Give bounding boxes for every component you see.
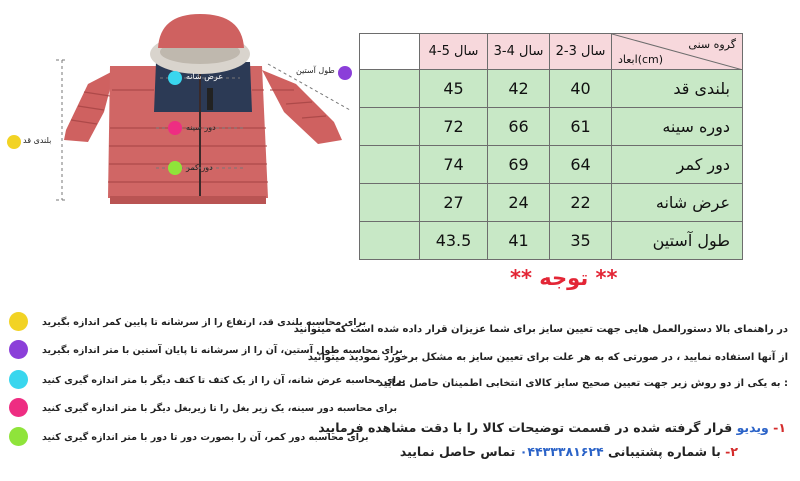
column-header: 4-5 سال: [420, 34, 488, 70]
table-cell: 64: [550, 146, 612, 184]
legend-text: برای محاسبه دور سینه، یک زیر بغل را تا زیربغل دیگر با متر اندازه گیری کنید: [42, 403, 398, 414]
empty-cell: [360, 222, 420, 260]
column-header: 3-4 سال: [488, 34, 550, 70]
empty-cell: [360, 108, 420, 146]
shoulder-dot: [168, 71, 182, 85]
notice-line: از آنها استفاده نمایید ، در صورتی که به هر علت برای تعیین سایز به مشکل برخورد نمودید میتوانید: [307, 352, 788, 363]
step-2-text-a: با شماره پشتیبانی: [608, 444, 721, 459]
table-cell: 61: [550, 108, 612, 146]
legend-text: برای محاسبه بلندی قد، ارتفاع را از سرشانه تا پایین کمر اندازه بگیرید: [42, 317, 367, 328]
empty-cell: [360, 146, 420, 184]
table-cell: 43.5: [420, 222, 488, 260]
legend-cyan-dot: [9, 370, 28, 389]
table-row: [360, 184, 743, 222]
chest-label: دور سینه: [186, 123, 216, 132]
size-table: [359, 33, 743, 260]
step-2-number: ۲-: [725, 444, 738, 459]
legend-yellow-dot: [9, 312, 28, 331]
step-1-text: قرار گرفته شده در قسمت توضیحات کالا را با دقت مشاهده فرمایید: [318, 420, 733, 435]
table-cell: 66: [488, 108, 550, 146]
empty-header-cell: [360, 34, 420, 70]
waist-label: دور کمر: [186, 163, 213, 172]
step-2: [400, 444, 738, 459]
notice-title: ** توجه **: [510, 266, 618, 290]
row-label: طول آستین: [612, 222, 743, 260]
step-2-text-b: تماس حاصل نمایید: [399, 444, 516, 459]
table-row: [360, 108, 743, 146]
table-header-row: [360, 34, 743, 70]
age-group-label: گروه سنی: [688, 38, 736, 51]
jacket-illustration: [0, 0, 360, 260]
table-cell: 40: [550, 70, 612, 108]
table-cell: 72: [420, 108, 488, 146]
table-cell: 41: [488, 222, 550, 260]
table-row: [360, 222, 743, 260]
row-label: عرض شانه: [612, 184, 743, 222]
table-row: [360, 70, 743, 108]
row-label: دور کمر: [612, 146, 743, 184]
support-phone[interactable]: ۰۴۴۳۳۳۸۱۶۲۴: [519, 444, 604, 459]
table-cell: 69: [488, 146, 550, 184]
height-label: بلندی قد: [23, 136, 52, 145]
step-1-number: ۱-: [773, 420, 786, 435]
row-label: دوره سینه: [612, 108, 743, 146]
empty-cell: [360, 70, 420, 108]
sleeve-label: طول آستین: [296, 66, 335, 75]
sleeve-dot: [338, 66, 352, 80]
table-cell: 74: [420, 146, 488, 184]
corner-header-cell: [612, 34, 743, 70]
waist-dot: [168, 161, 182, 175]
notice-line: در راهنمای بالا دستورالعمل هایی جهت تعیین سایز برای شما عزیزان قرار داده شده است که میتوانید: [293, 324, 788, 335]
legend-purple-dot: [9, 340, 28, 359]
legend-text: برای محاسبه دور کمر، آن را بصورت دور تا دور با متر اندازه گیری کنید: [42, 432, 369, 443]
legend-text: برای محاسبه عرض شانه، آن را از یک کتف تا کتف دیگر با متر اندازه گیری کنید: [42, 375, 406, 386]
table-cell: 22: [550, 184, 612, 222]
table-cell: 24: [488, 184, 550, 222]
column-header: 2-3 سال: [550, 34, 612, 70]
legend-text: برای محاسبه طول آستین، آن را از سرشانه تا پایان آستین با متر اندازه بگیرید: [42, 345, 403, 356]
video-link[interactable]: ویدیو: [736, 420, 769, 435]
table-cell: 42: [488, 70, 550, 108]
shoulder-label: عرض شانه: [186, 72, 224, 81]
row-label: بلندی قد: [612, 70, 743, 108]
legend-pink-dot: [9, 398, 28, 417]
table-cell: 35: [550, 222, 612, 260]
dimensions-label: ابعاد(cm): [618, 53, 664, 66]
table-cell: 45: [420, 70, 488, 108]
step-1: [318, 420, 786, 435]
height-dot: [7, 135, 21, 149]
table-cell: 27: [420, 184, 488, 222]
chest-dot: [168, 121, 182, 135]
empty-cell: [360, 184, 420, 222]
table-row: [360, 146, 743, 184]
legend-green-dot: [9, 427, 28, 446]
notice-line: : به یکی از دو روش زیر جهت تعیین صحیح سایز کالای انتخابی اطمینان حاصل نمایید: [377, 378, 788, 389]
